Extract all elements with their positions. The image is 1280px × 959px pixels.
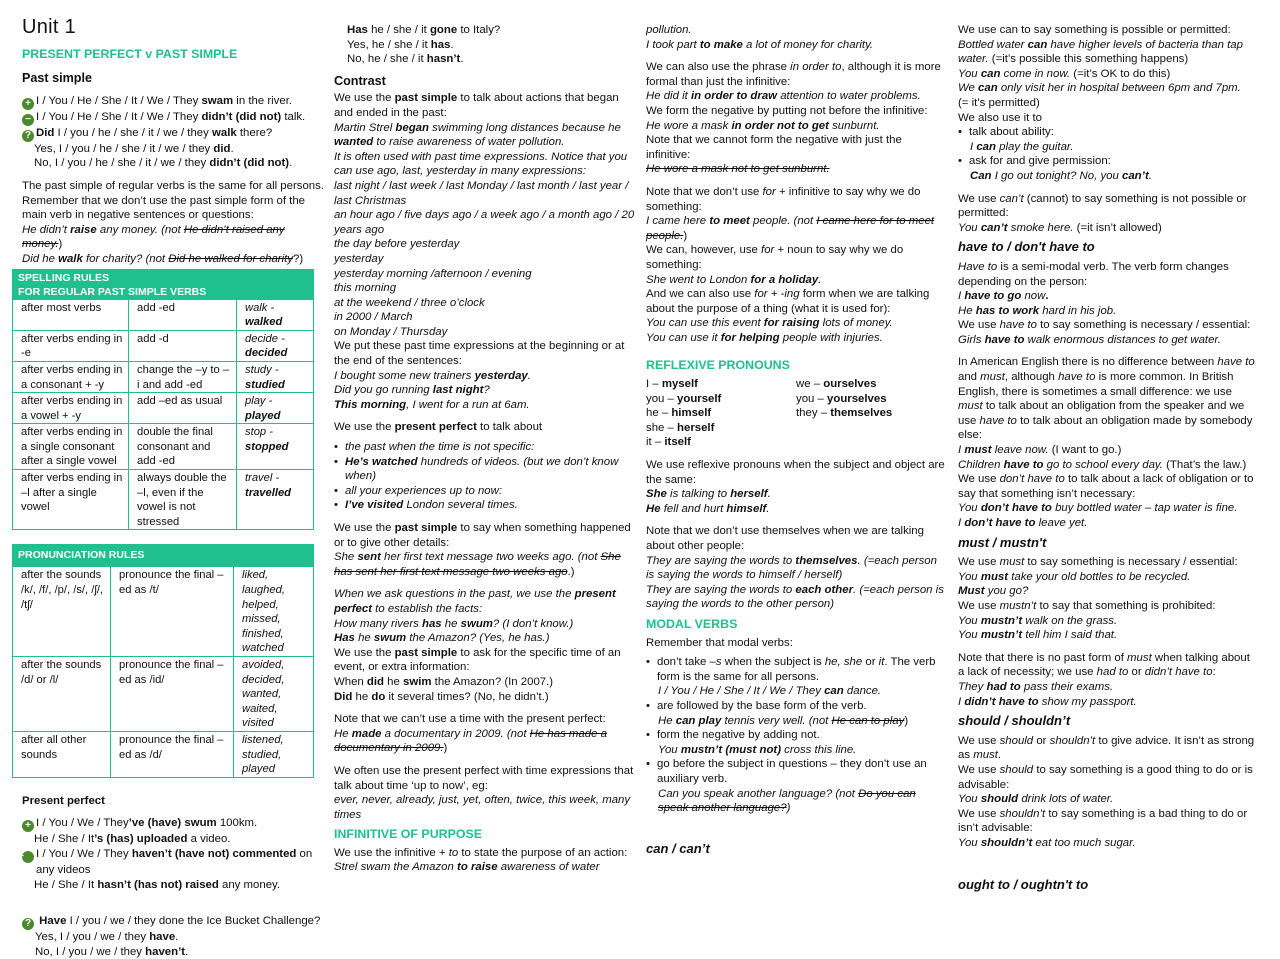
modal-rule-3: • form the negative by adding not.	[646, 728, 946, 743]
spelling-example: stop - stopped	[237, 424, 314, 470]
have-to-example-2: He has to work hard in his job.	[958, 304, 1117, 317]
dont-have-to-example-1: You don’t have to buy bottled water – tap water is fine.	[958, 502, 1238, 515]
cant-example: You can’t smoke here. (=it isn’t allowed)	[958, 221, 1162, 234]
for-ing-example-1: You can use this event for raising lots of money.	[646, 317, 893, 330]
question-example-1: How many rivers has he swum? (I don’t know.)	[334, 617, 574, 630]
bullet-experiences: • all your experiences up to now:	[334, 484, 636, 499]
reflexive-pronouns-heading: REFLEXIVE PRONOUNS	[646, 358, 790, 373]
should-example: You should drink lots of water.	[958, 793, 1114, 806]
pronunciation-rule: pronounce the final –ed as /d/	[111, 731, 234, 777]
time-expression: this morning	[334, 282, 397, 295]
have-to-example-4: Children have to go to school every day. (That’s the law.)	[958, 458, 1247, 471]
modal-rule-1: • don’t take –s when the subject is he, she or it. The verb form is the same for all persons.	[646, 655, 946, 684]
pronunciation-row	[13, 731, 314, 777]
contrast-example: Martin Strel began swimming long distances because he wanted to raise awareness of water pollution.	[334, 121, 621, 149]
have-to-example-3: Girls have to walk enormous distances to get water.	[958, 333, 1221, 346]
ought-to-heading: ought to / oughtn't to	[958, 877, 1089, 893]
infinitive-example: Strel swam the Amazon to raise awareness of water	[334, 861, 600, 874]
pronunciation-rules-table	[12, 544, 314, 777]
present-perfect-use: We use the present perfect to talk about	[334, 421, 543, 434]
reflexive-example-1: She is talking to herself.	[646, 488, 771, 501]
time-example-3: This morning, I went for a run at 6am.	[334, 398, 530, 411]
modal-rule-3-example: You mustn’t (must not) cross this line.	[658, 743, 857, 756]
spelling-condition: after verbs ending in –l after a single vowel	[13, 470, 129, 530]
have-to-text: Have to is a semi-modal verb. The verb form changes depending on the person:	[958, 260, 1229, 288]
also-use-text: We also use it to	[958, 111, 1042, 124]
column-3	[646, 0, 946, 905]
modal-rule-4-example: Can you speak another language? (not Do you can speak another language?)	[658, 787, 916, 815]
reflexive-pronoun-item: it – itself	[646, 436, 691, 449]
should-advice-text: We use should or shouldn’t to give advice. It isn’t as strong as must.	[958, 734, 1255, 762]
note-time-text: Note that we can’t use a time with the present perfect:	[334, 713, 606, 726]
reflexive-pronoun-item: they – themselves	[796, 407, 893, 420]
pronunciation-condition: after all other sounds	[13, 731, 111, 777]
specific-time-text: We use the past simple to ask for the specific time of an event, or extra information:	[334, 646, 621, 674]
time-expressions-intro: It is often used with past time expressions. Notice that you can use ago, last, yesterday in many expressions:	[334, 150, 628, 178]
each-other-example: They are saying the words to each other. (=each person is saying the words to the other person)	[646, 583, 944, 611]
put-text: We put these past time expressions at the beginning or at the end of the sentences:	[334, 340, 625, 368]
reflexive-pronoun-item: I – myself	[646, 378, 698, 391]
present-perfect-positive-2: He / She / It’s (has) uploaded a video.	[34, 833, 231, 846]
spelling-condition: after verbs ending in a vowel + -y	[13, 393, 129, 424]
permission-example: Can I go out tonight? No, you can’t.	[970, 169, 1152, 182]
must-past-note: Note that there is no past form of must when talking about a lack of necessity; we use had to or didn’t have to:	[958, 651, 1250, 679]
pronunciation-condition: after the sounds /k/, /f/, /p/, /s/, /ʃ/, /tʃ/	[13, 567, 111, 657]
negative-text: We form the negative by putting not before the infinitive:	[646, 104, 928, 117]
minus-icon: −	[22, 114, 34, 126]
spelling-example: study - studied	[237, 361, 314, 392]
pronunciation-row	[13, 567, 314, 657]
pronunciation-condition: after the sounds /d/ or /l/	[13, 657, 111, 732]
up-to-now-text: We often use the present perfect with time expressions that talk about time ‘up to now’, eg:	[334, 764, 634, 792]
should-good-text: We use should to say something is a good thing to do or is advisable:	[958, 763, 1253, 791]
didnt-have-to-example: I didn’t have to show my passport.	[958, 695, 1137, 708]
plus-icon: +	[22, 98, 34, 110]
spelling-rule: always double the –l, even if the vowel is not stressed	[129, 470, 237, 530]
spelling-row	[13, 424, 314, 470]
for-ing-text: And we can also use for + -ing form when we are talking about the purpose of a thing (what it is used for):	[646, 288, 930, 315]
infinitive-text: We use the infinitive + to to state the purpose of an action:	[334, 846, 628, 859]
have-to-necessary-text: We use have to to say something is necessary / essential:	[958, 319, 1251, 332]
pronunciation-examples: avoided, decided, wanted, waited, visited	[234, 657, 314, 732]
dont-have-to-example-2: I don’t have to leave yet.	[958, 517, 1088, 529]
reflexive-pronouns-list	[646, 377, 946, 450]
note-time-example: He made a documentary in 2009. (not He has made a documentary in 2009.)	[334, 727, 607, 755]
can-example-2: You can come in now. (=it’s OK to do this)	[958, 67, 1171, 80]
cant-text: We use can’t (cannot) to say something is not possible or permitted:	[958, 192, 1247, 220]
dont-have-to-text: We use don’t have to to talk about a lack of obligation or to say that something isn’t necessary:	[958, 473, 1254, 500]
in-order-to-example: He did it in order to draw attention to water problems.	[646, 90, 921, 103]
regular-verbs-text: The past simple of regular verbs is the same for all persons. Remember that we don’t use the past simple form of the main verb in negative sentences or questions:	[22, 179, 324, 222]
spelling-rules-subheading: FOR REGULAR PAST SIMPLE VERBS	[18, 285, 207, 298]
column-2	[334, 0, 636, 905]
minus-icon: −	[22, 851, 34, 863]
spelling-example: decide - decided	[237, 330, 314, 361]
reflexive-use-text: We use reflexive pronouns when the subject and object are the same:	[646, 459, 945, 486]
shouldnt-text: We use shouldn’t to say something is a bad thing to do or isn’t advisable:	[958, 807, 1248, 835]
spelling-row	[13, 361, 314, 392]
time-expression: an hour ago / five days ago / a week ago / a month ago / 20 years ago	[334, 209, 635, 236]
for-infinitive-example: I came here to meet people. (not I came here for to meet people.)	[646, 215, 935, 242]
say-when-text: We use the past simple to say when something happened or to give other details:	[334, 522, 631, 549]
ability-example: I can play the guitar.	[970, 140, 1074, 153]
time-expression: in 2000 / March	[334, 311, 413, 324]
present-perfect-no-answer: No, I / you / we / they haven’t.	[35, 945, 189, 958]
question-icon: ?	[22, 918, 34, 930]
for-noun-text: We can, however, use for + noun to say why we do something:	[646, 244, 904, 271]
section-heading-present-perfect-v-past-simple: PRESENT PERFECT v PAST SIMPLE	[22, 46, 238, 61]
past-simple-positive: + I / You / He / She / It / We / They swam in the river.	[22, 94, 325, 110]
modal-rule-1-example: I / You / He / She / It / We / They can dance.	[658, 685, 882, 698]
must-example-1: I must leave now. (I want to go.)	[958, 444, 1122, 457]
question-example-2: Has he swum the Amazon? (Yes, he has.)	[334, 632, 550, 645]
themselves-note: Note that we don’t use themselves when we are talking about other people:	[646, 525, 924, 552]
must-example-3: Must you go?	[958, 585, 1029, 598]
shouldnt-example: You shouldn’t eat too much sugar.	[958, 836, 1136, 849]
past-simple-question: ? Did I / you / he / she / it / we / they walk there?	[22, 126, 325, 142]
negative-example: He wore a mask in order not to get sunburnt.	[646, 119, 880, 132]
cannot-negative-text: Note that we cannot form the negative with just the infinitive:	[646, 134, 902, 161]
bullet-not-specific: • the past when the time is not specific:	[334, 440, 636, 455]
say-when-example: She sent her first text message two weeks ago. (not She has sent her first text message two weeks ago.)	[334, 551, 621, 578]
have-to-example-1: I have to go now.	[958, 290, 1049, 303]
time-expression: the day before yesterday	[334, 238, 460, 251]
spelling-example: play - played	[237, 393, 314, 424]
must-example-2: You must take your old bottles to be recycled.	[958, 570, 1191, 583]
past-simple-yes-answer: Yes, I / you / he / she / it / we / they did.	[34, 142, 234, 155]
spelling-condition: after most verbs	[13, 299, 129, 330]
modal-rule-2-example: He can play tennis very well. (not He can to play)	[658, 714, 909, 727]
question-example-3: When did he swim the Amazon? (In 2007.)	[334, 675, 554, 688]
spelling-row	[13, 470, 314, 530]
spelling-row	[13, 330, 314, 361]
reflexive-pronoun-item: you – yourselves	[796, 392, 887, 405]
spelling-condition: after verbs ending in -e	[13, 330, 129, 361]
bullet-not-specific-example: • He’s watched hundreds of videos. (but we don’t know when)	[334, 455, 636, 484]
spelling-rules-table	[12, 269, 314, 531]
time-expression: at the weekend / three o’clock	[334, 296, 485, 309]
modal-rule-4: • go before the subject in questions – they don’t use an auxiliary verb.	[646, 757, 946, 786]
in-order-to-text: We can also use the phrase in order to, although it is more formal than just the infinitive:	[646, 61, 941, 88]
mustnt-example-1: You mustn’t walk on the grass.	[958, 614, 1118, 627]
spelling-condition: after verbs ending in a single consonant after a single vowel	[13, 424, 129, 470]
can-example-3: We can only visit her in hospital between 6pm and 7pm.	[958, 82, 1241, 95]
spelling-example: walk - walked	[237, 299, 314, 330]
spelling-rule: add –ed as usual	[129, 393, 237, 424]
pronunciation-rules-heading: PRONUNCIATION RULES	[18, 549, 145, 562]
contrast-heading: Contrast	[334, 73, 386, 88]
pronunciation-rule: pronounce the final –ed as /t/	[111, 567, 234, 657]
must-text: We use must to say something is necessary / essential:	[958, 556, 1238, 569]
time-example-2: Did you go running last night?	[334, 384, 490, 397]
time-expression: last night / last week / last Monday / last month / last year / last Christmas	[334, 179, 629, 207]
up-to-now-examples: ever, never, already, just, yet, often, twice, this week, many times	[334, 794, 631, 821]
spelling-rule: add -ed	[129, 299, 237, 330]
example-walk: Did he walk for charity? (not Did he walked for charity?)	[22, 252, 304, 265]
spelling-rule: add -d	[129, 330, 237, 361]
spelling-rules-heading: SPELLING RULES	[18, 271, 110, 284]
pollution-text: pollution.	[646, 24, 692, 36]
spelling-rule: change the –y to –i and add -ed	[129, 361, 237, 392]
for-infinitive-text: Note that we don’t use for + infinitive to say why we do something:	[646, 185, 921, 213]
can-example-3-note: (= it’s permitted)	[958, 96, 1040, 109]
has-question: Has he / she / it gone to Italy?	[347, 24, 501, 36]
time-example-1: I bought some new trainers yesterday.	[334, 369, 531, 382]
modal-verbs-heading: MODAL VERBS	[646, 616, 738, 631]
present-perfect-positive: + I / You / We / They’ve (have) swum 100km.	[22, 816, 325, 832]
spelling-row	[13, 393, 314, 424]
reflexive-pronoun-item: he – himself	[646, 407, 712, 420]
has-yes-answer: Yes, he / she / it has.	[347, 38, 454, 51]
can-cant-heading: can / can’t	[646, 840, 710, 856]
spelling-rule: double the final consonant and add -ed	[129, 424, 237, 470]
present-perfect-negative: − I / You / We / They haven’t (have not) commented on any videos	[18, 847, 313, 876]
can-example-1: Bottled water can have higher levels of bacteria than tap water. (=it’s possible this something happens)	[958, 38, 1243, 66]
spelling-condition: after verbs ending in a consonant + -y	[13, 361, 129, 392]
time-expression: yesterday morning /afternoon / evening	[334, 267, 532, 280]
for-noun-example: She went to London for a holiday.	[646, 273, 822, 286]
questions-text: When we ask questions in the past, we use the present perfect to establish the facts:	[334, 588, 616, 615]
should-shouldnt-heading: should / shouldn’t	[958, 713, 1071, 729]
can-possible-text: We use can to say something is possible or permitted:	[958, 24, 1231, 36]
past-simple-negative: − I / You / He / She / It / We / They didn’t (did not) talk.	[22, 110, 325, 126]
time-expression: on Monday / Thursday	[334, 325, 448, 338]
infinitive-of-purpose-heading: INFINITIVE OF PURPOSE	[334, 827, 483, 842]
charity-example: I took part to make a lot of money for charity.	[646, 38, 874, 51]
has-no-answer: No, he / she / it hasn’t.	[347, 53, 464, 66]
past-simple-no-answer: No, I / you / he / she / it / we / they didn’t (did not).	[34, 157, 293, 170]
contrast-text: We use the past simple to talk about actions that began and ended in the past:	[334, 92, 619, 119]
present-perfect-negative-2: He / She / It hasn’t (has not) raised any money.	[34, 878, 281, 891]
have-to-heading: have to / don't have to	[958, 239, 1095, 255]
present-perfect-yes-answer: Yes, I / you / we / they have.	[35, 931, 179, 944]
pronunciation-row	[13, 657, 314, 732]
pronunciation-rule: pronounce the final –ed as /id/	[111, 657, 234, 732]
spelling-example: travel - travelled	[237, 470, 314, 530]
reflexive-pronoun-item: you – yourself	[646, 392, 722, 405]
themselves-example: They are saying the words to themselves. (=each person is saying the words to himself / herself)	[646, 554, 937, 582]
cannot-negative-example: He wore a mask not to get sunburnt.	[646, 163, 830, 176]
reflexive-pronoun-item: we – ourselves	[796, 378, 877, 391]
time-expressions-list	[334, 179, 636, 340]
past-simple-heading: Past simple	[22, 71, 92, 86]
example-raise: He didn’t raise any money. (not He didn’t raised any money.)	[22, 223, 285, 251]
had-to-example: They had to pass their exams.	[958, 680, 1114, 693]
question-icon: ?	[22, 130, 34, 142]
present-perfect-question: ? Have I / you / we / they done the Ice Bucket Challenge?	[22, 914, 325, 930]
pronunciation-examples: liked, laughed, helped, missed, finished, watched	[234, 567, 314, 657]
unit-title: Unit 1	[22, 16, 77, 38]
spelling-row	[13, 299, 314, 330]
must-mustnt-heading: must / mustn't	[958, 534, 1047, 550]
plus-icon: +	[22, 820, 34, 832]
reflexive-example-2: He fell and hurt himself.	[646, 502, 770, 515]
column-1	[18, 0, 325, 958]
american-english-text: In American English there is no difference between have to and must, although have to is more common. In British English, there is sometimes a small difference: we use must to talk about an obligation from the speaker and we use have to to talk about an obligation made by somebody else:	[958, 356, 1255, 442]
modal-rule-2: • are followed by the base form of the verb.	[646, 699, 946, 714]
for-ing-example-2: You can use it for helping people with injuries.	[646, 331, 883, 344]
column-4	[958, 0, 1258, 905]
question-example-4: Did he do it several times? (No, he didn’t.)	[334, 690, 549, 703]
bullet-permission: • ask for and give permission:	[958, 154, 1258, 169]
bullet-ability: • talk about ability:	[958, 125, 1258, 140]
mustnt-example-2: You mustn’t tell him I said that.	[958, 629, 1118, 642]
pronunciation-examples: listened, studied, played	[234, 731, 314, 777]
mustnt-text: We use mustn’t to say that something is prohibited:	[958, 599, 1216, 612]
bullet-experiences-example: • I’ve visited London several times.	[334, 498, 636, 513]
reflexive-pronoun-item: she – herself	[646, 421, 715, 434]
modal-remember: Remember that modal verbs:	[646, 636, 793, 649]
time-expression: yesterday	[334, 252, 384, 265]
present-perfect-heading: Present perfect	[22, 794, 105, 807]
